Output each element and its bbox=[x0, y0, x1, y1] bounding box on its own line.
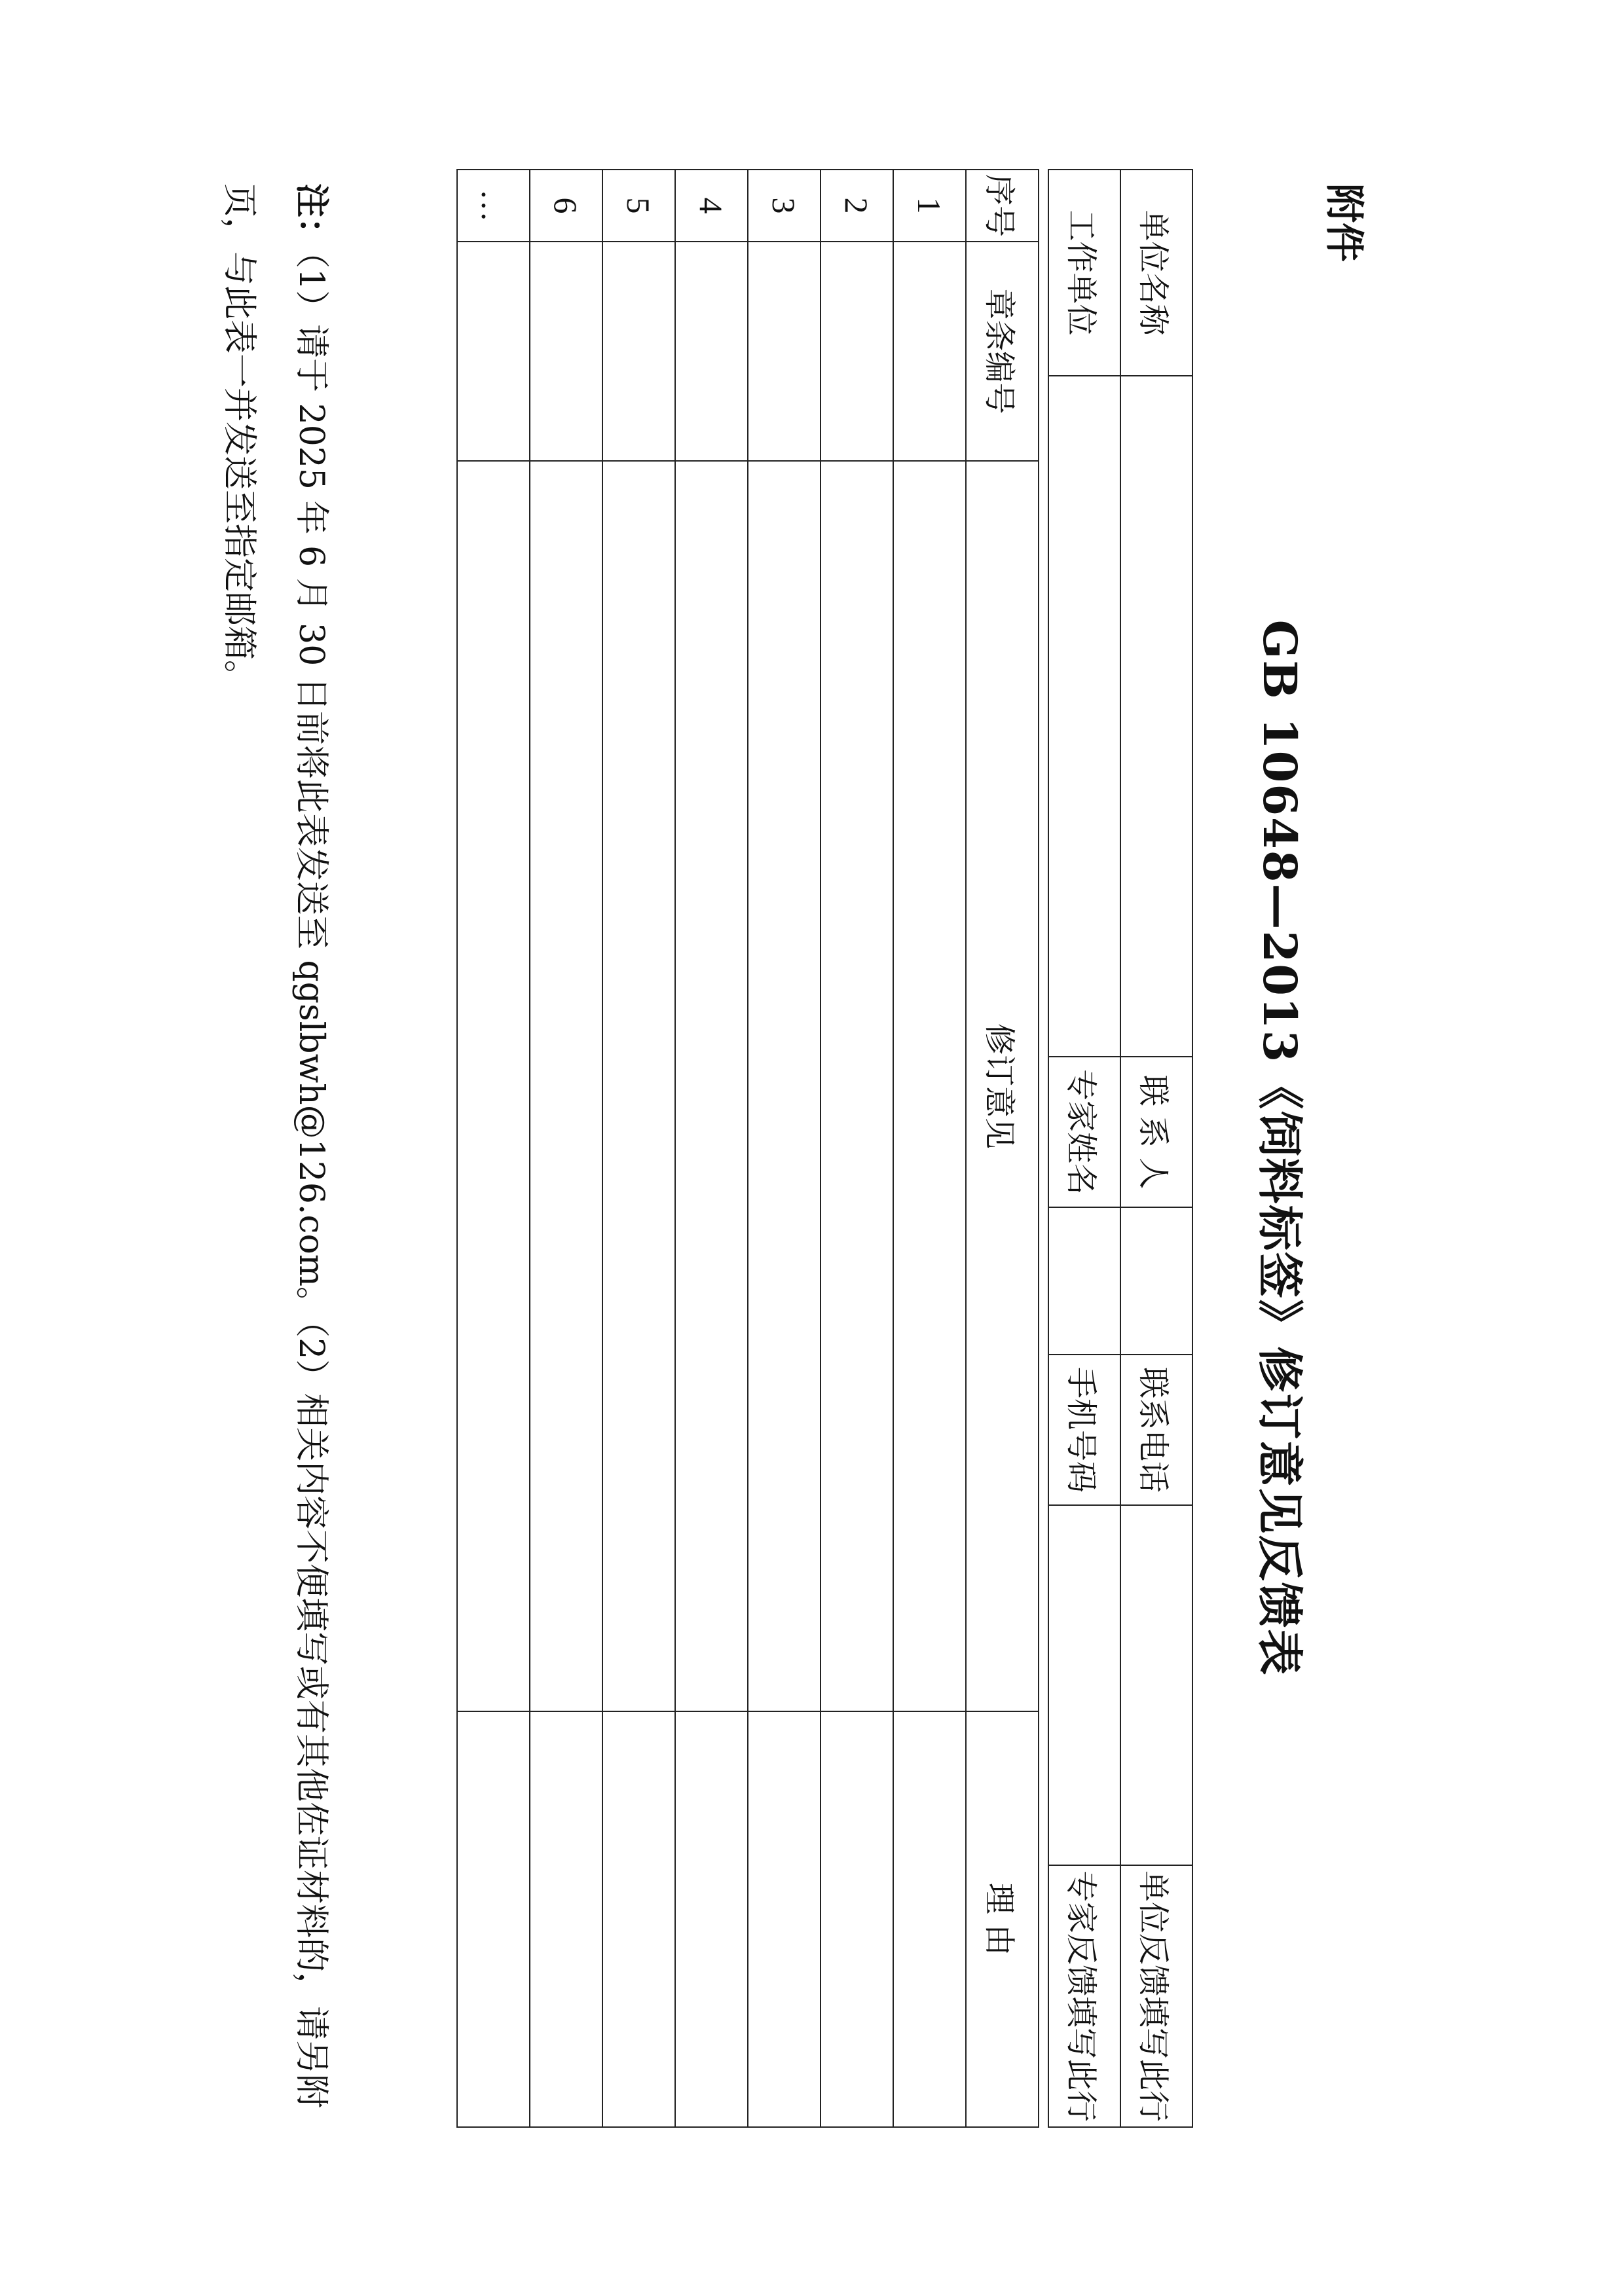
attachment-label: 附件 bbox=[1321, 183, 1367, 262]
revision-opinion-table bbox=[456, 169, 1039, 2128]
opinion-cell[interactable] bbox=[530, 461, 602, 1711]
expert-feedback-row bbox=[1048, 170, 1120, 2127]
row-seq: 4 bbox=[675, 170, 748, 242]
contact-person-field[interactable] bbox=[1120, 1207, 1192, 1355]
expert-name-field[interactable] bbox=[1048, 1207, 1120, 1355]
revision-opinion-header: 修订意见 bbox=[966, 461, 1039, 1711]
clause-cell[interactable] bbox=[893, 242, 966, 461]
row-seq: 5 bbox=[602, 170, 675, 242]
row-seq: … bbox=[457, 170, 530, 242]
table-header-row bbox=[966, 170, 1039, 2127]
clause-cell[interactable] bbox=[675, 242, 748, 461]
reason-cell[interactable] bbox=[748, 1711, 821, 2127]
reason-cell[interactable] bbox=[675, 1711, 748, 2127]
table-row bbox=[893, 170, 966, 2127]
footnote-label: 注： bbox=[291, 183, 331, 252]
work-unit-label: 工作单位 bbox=[1048, 170, 1120, 376]
opinion-cell[interactable] bbox=[821, 461, 893, 1711]
footnote bbox=[203, 183, 347, 2141]
contact-phone-field[interactable] bbox=[1120, 1505, 1192, 1865]
clause-number-header: 章条编号 bbox=[966, 242, 1039, 461]
mobile-field[interactable] bbox=[1048, 1505, 1120, 1865]
expert-row-note: 专家反馈填写此行 bbox=[1048, 1865, 1120, 2127]
contact-person-label: 联 系 人 bbox=[1120, 1057, 1192, 1207]
table-row bbox=[602, 170, 675, 2127]
clause-cell[interactable] bbox=[821, 242, 893, 461]
opinion-cell[interactable] bbox=[602, 461, 675, 1711]
reason-cell[interactable] bbox=[457, 1711, 530, 2127]
clause-cell[interactable] bbox=[457, 242, 530, 461]
reason-cell[interactable] bbox=[602, 1711, 675, 2127]
unit-name-field[interactable] bbox=[1120, 376, 1192, 1057]
page-title: GB 10648—2013《饲料标签》修订意见反馈表 bbox=[1253, 619, 1307, 1677]
reason-header: 理 由 bbox=[966, 1711, 1039, 2127]
work-unit-field[interactable] bbox=[1048, 376, 1120, 1057]
unit-feedback-row bbox=[1120, 170, 1192, 2127]
row-seq: 6 bbox=[530, 170, 602, 242]
clause-cell[interactable] bbox=[530, 242, 602, 461]
reason-cell[interactable] bbox=[821, 1711, 893, 2127]
expert-name-label: 专家姓名 bbox=[1048, 1057, 1120, 1207]
table-row bbox=[748, 170, 821, 2127]
opinion-cell[interactable] bbox=[748, 461, 821, 1711]
contact-phone-label: 联系电话 bbox=[1120, 1355, 1192, 1505]
unit-name-label: 单位名称 bbox=[1120, 170, 1192, 376]
reason-cell[interactable] bbox=[893, 1711, 966, 2127]
footnote-text: （1）请于 2025 年 6 月 30 日前将此表发送至 qgslbwh@126.com。（2）相关内容不便填写或有其他佐证材料的，请另附页，与此表一并发送至指定邮箱。 bbox=[219, 183, 331, 2109]
row-seq: 2 bbox=[821, 170, 893, 242]
mobile-label: 手机号码 bbox=[1048, 1355, 1120, 1505]
clause-cell[interactable] bbox=[602, 242, 675, 461]
table-row bbox=[675, 170, 748, 2127]
unit-row-note: 单位反馈填写此行 bbox=[1120, 1865, 1192, 2127]
contact-info-table bbox=[1048, 169, 1193, 2128]
seq-header: 序号 bbox=[966, 170, 1039, 242]
row-seq: 1 bbox=[893, 170, 966, 242]
opinion-cell[interactable] bbox=[675, 461, 748, 1711]
opinion-cell[interactable] bbox=[457, 461, 530, 1711]
reason-cell[interactable] bbox=[530, 1711, 602, 2127]
table-row bbox=[821, 170, 893, 2127]
table-row bbox=[457, 170, 530, 2127]
row-seq: 3 bbox=[748, 170, 821, 242]
table-row bbox=[530, 170, 602, 2127]
clause-cell[interactable] bbox=[748, 242, 821, 461]
opinion-cell[interactable] bbox=[893, 461, 966, 1711]
